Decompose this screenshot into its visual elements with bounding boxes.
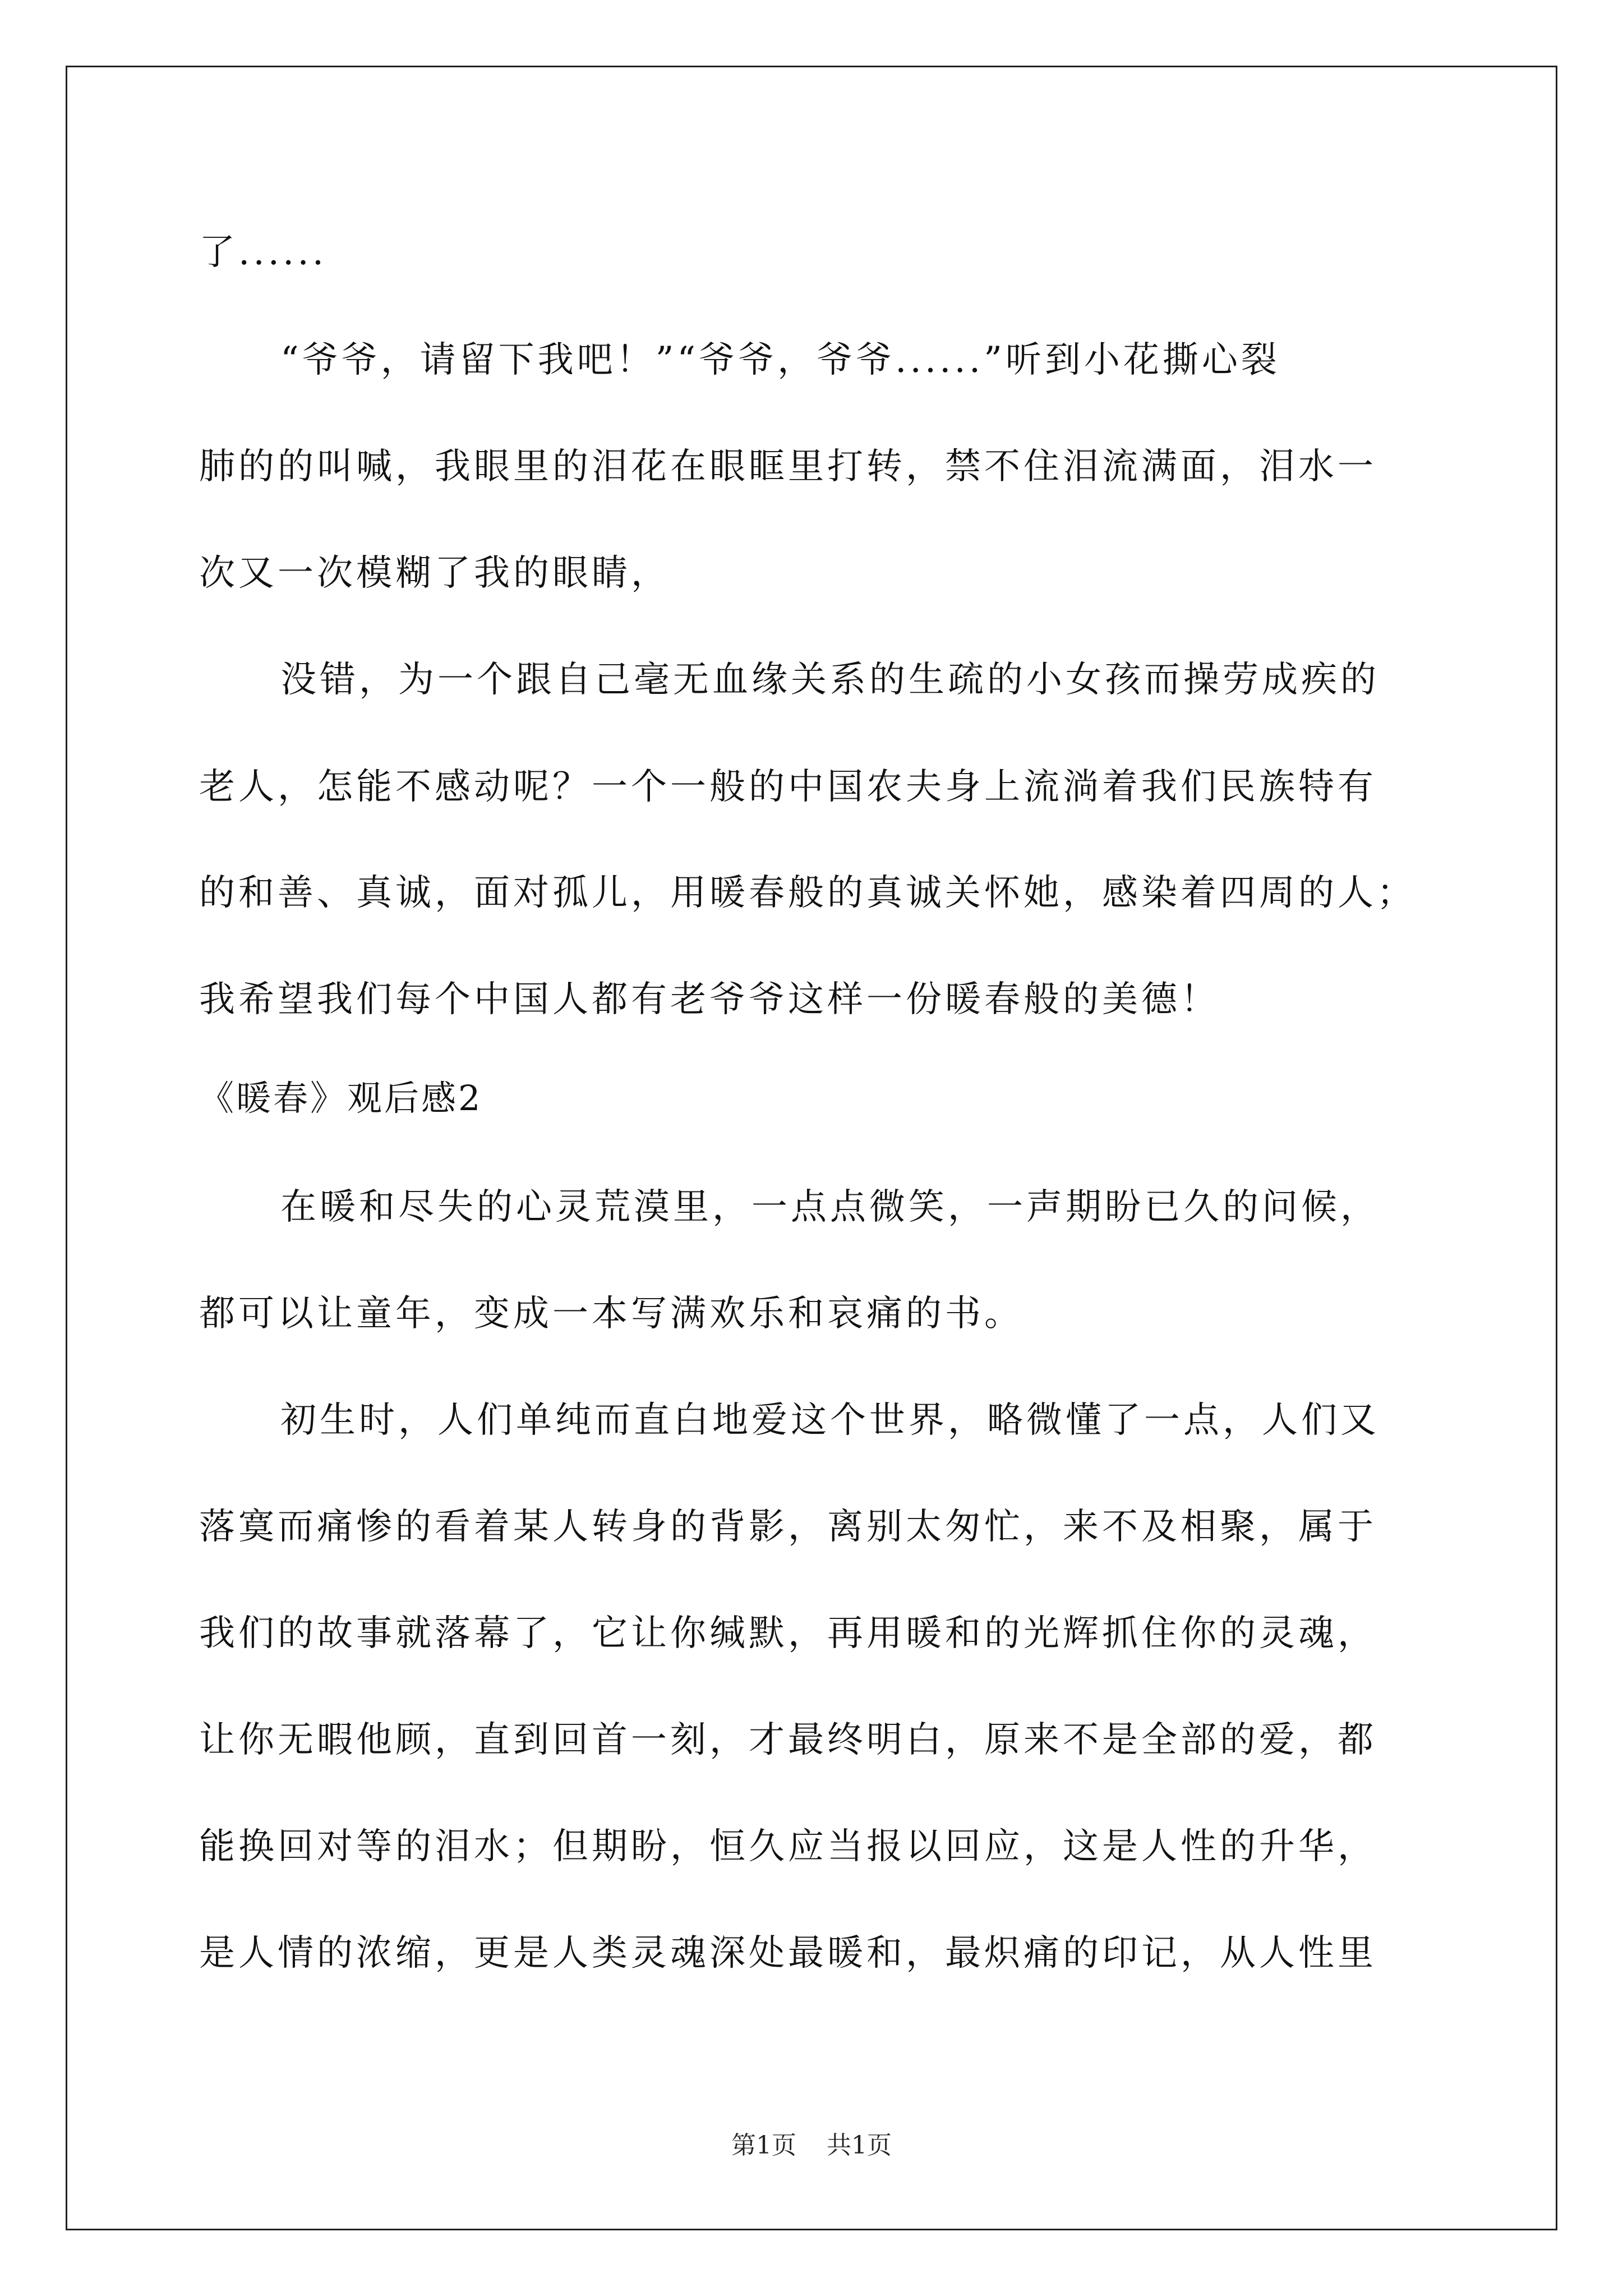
paragraph-first-line: 在暖和尽失的心灵荒漠里，一点点微笑，一声期盼已久的问候， — [280, 1186, 1380, 1228]
text-line: 老人，怎能不感动呢？一个一般的中国农夫身上流淌着我们民族特有 — [199, 766, 1377, 808]
text-line: 的和善、真诚，面对孤儿，用暖春般的真诚关怀她，感染着四周的人； — [199, 872, 1416, 914]
text-line: 了...... — [199, 232, 328, 273]
paragraph-first-line: 初生时，人们单纯而直白地爱这个世界，略微懂了一点，人们又 — [280, 1400, 1380, 1441]
total-pages: 共1页 — [827, 2131, 892, 2160]
text-line: 肺的的叫喊，我眼里的泪花在眼眶里打转，禁不住泪流满面，泪水一 — [199, 446, 1377, 487]
paragraph-first-line: “爷爷，请留下我吧！”“爷爷，爷爷......”听到小花撕心裂 — [280, 339, 1280, 381]
page-number: 第1页 — [731, 2131, 796, 2160]
text-line: 都可以让童年，变成一本写满欢乐和哀痛的书。 — [199, 1293, 1023, 1335]
paragraph-first-line: 没错，为一个跟自己毫无血缘关系的生疏的小女孩而操劳成疾的 — [280, 659, 1380, 701]
text-line: 能换回对等的泪水；但期盼，恒久应当报以回应，这是人性的升华， — [199, 1826, 1377, 1867]
text-line: 我希望我们每个中国人都有老爷爷这样一份暖春般的美德！ — [199, 979, 1220, 1020]
page-footer — [0, 2129, 1623, 2162]
text-line: 我们的故事就落幕了，它让你缄默，再用暖和的光辉抓住你的灵魂， — [199, 1613, 1377, 1654]
text-line: 落寞而痛惨的看着某人转身的背影，离别太匆忙，来不及相聚，属于 — [199, 1506, 1377, 1548]
page-border — [66, 66, 1557, 2230]
text-line: 是人情的浓缩，更是人类灵魂深处最暖和，最炽痛的印记，从人性里 — [199, 1932, 1377, 1974]
text-line: 让你无暇他顾，直到回首一刻，才最终明白，原来不是全部的爱，都 — [199, 1719, 1377, 1761]
section-title: 《暖春》观后感2 — [199, 1078, 483, 1119]
text-line: 次又一次模糊了我的眼睛， — [199, 553, 670, 594]
